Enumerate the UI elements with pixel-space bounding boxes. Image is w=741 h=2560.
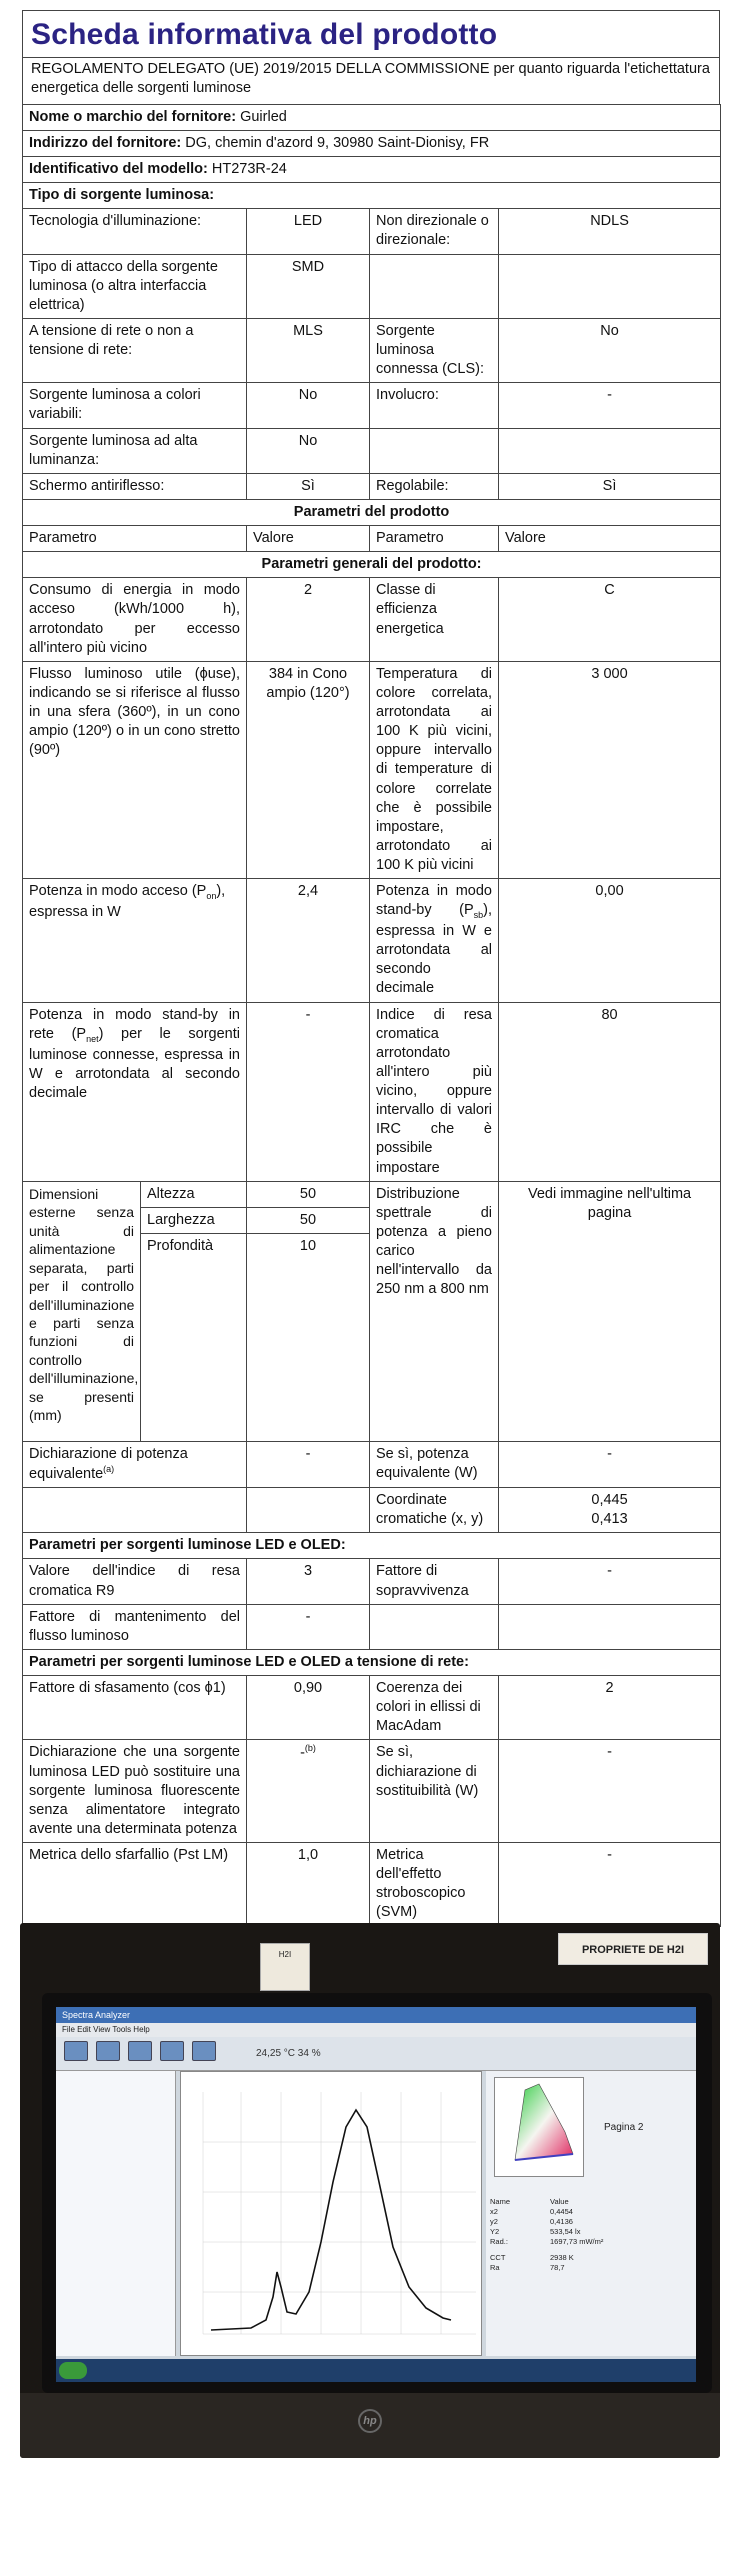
product-sheet	[22, 10, 720, 1977]
dimensions-row: Dimensioni esterne senza unità di alimentazione separata, parti per il controllo dell'illuminazione e parti senza funzioni di controllo dell'illuminazione, se presenti (mm) Altezza 50 Distribuzione spettrale di potenza a pieno carico nell'intervallo da 250 nm a 800 nm Vedi immagine nell'ultima pagina	[23, 1181, 721, 1207]
source-row: Tecnologia d'illuminazione: LED Non direzionale o direzionale: NDLS	[23, 209, 721, 254]
page-label: Pagina 2	[604, 2122, 644, 2133]
param-row: Fattore di sfasamento (cos ϕ1) 0,90 Coerenza dei colori in ellissi di MacAdam 2	[23, 1676, 721, 1740]
param-row: Coordinate cromatiche (x, y) 0,445 0,413	[23, 1488, 721, 1533]
supplier-row: Nome o marchio del fornitore: Guirled	[23, 104, 721, 130]
taskbar	[56, 2359, 696, 2382]
led-params-heading: Parametri per sorgenti luminose LED e OLED:	[23, 1533, 721, 1559]
cie-diagram	[494, 2077, 584, 2177]
product-table	[22, 104, 721, 1927]
open-icon[interactable]	[64, 2041, 88, 2061]
param-row: Dichiarazione di potenza equivalente$^{(a)}$ - Se sì, potenza equivalente (W) -	[23, 1441, 721, 1487]
spectrum-svg	[181, 2072, 481, 2355]
regulation-subtitle: REGOLAMENTO DELEGATO (UE) 2019/2015 DELLA COMMISSIONE per quanto riguarda l'etichettatura energetica delle sorgenti luminose	[23, 57, 719, 104]
param-row: Valore dell'indice di resa cromatica R9 3 Fattore di sopravvivenza -	[23, 1559, 721, 1604]
address-value: DG, chemin d'azord 9, 30980 Saint-Dionisy, FR	[185, 134, 490, 151]
column-header-row: Parametro Valore Parametro Valore	[23, 526, 721, 552]
general-params-heading: Parametri generali del prodotto:	[23, 552, 721, 578]
spectrum-graph	[180, 2071, 482, 2356]
temperature-readout: 24,25 °C 34 %	[256, 2048, 321, 2059]
product-params-heading: Parametri del prodotto	[23, 499, 721, 525]
source-row: Tipo di attacco della sorgente luminosa (o altra interfaccia elettrica) SMD	[23, 254, 721, 318]
export-icon[interactable]	[192, 2041, 216, 2061]
results-values: Name Value x2 0,4454 y2 0,4136 Y2 533,54 lx Rad.: 1697,73 mW/m² CCT 2938 K Ra 78,7	[490, 2197, 604, 2272]
results-tree	[56, 2071, 176, 2356]
toolbar	[56, 2037, 696, 2071]
sheet-header	[22, 10, 720, 104]
measure-icon[interactable]	[128, 2041, 152, 2061]
mains-params-heading: Parametri per sorgenti luminose LED e OLED a tensione di rete:	[23, 1649, 721, 1675]
dimensions-row: Profondità 10	[23, 1233, 721, 1441]
laptop-screen	[56, 2007, 696, 2382]
param-row: Potenza in modo acceso $(P_{on})$, espressa in W 2,4 Potenza in modo stand-by $(P_{sb})$, espressa in W e arrotondata al secondo decimale 0,00	[23, 879, 721, 1002]
source-row: Schermo antiriflesso: Sì Regolabile: Sì	[23, 473, 721, 499]
source-row: A tensione di rete o non a tensione di rete: MLS Sorgente luminosa connessa (CLS): No	[23, 318, 721, 382]
param-row: Fattore di mantenimento del flusso luminoso -	[23, 1604, 721, 1649]
param-row: Potenza in modo stand-by in rete $(P_{net})$ per le sorgenti luminose connesse, espressa in W e arrotondata al secondo decimale - Indice di resa cromatica arrotondato all'intero più vicino, oppure intervallo di valori IRC che è possibile impostare 80	[23, 1002, 721, 1181]
supplier-value: Guirled	[240, 108, 287, 125]
param-row: Consumo di energia in modo acceso (kWh/1000 h), arrotondato per eccesso all'intero più vicino 2 Classe di efficienza energetica C	[23, 578, 721, 662]
results-panel	[486, 2071, 696, 2356]
address-row: Indirizzo del fornitore: DG, chemin d'azord 9, 30980 Saint-Dionisy, FR	[23, 130, 721, 156]
settings-icon[interactable]	[160, 2041, 184, 2061]
window-title: Spectra Analyzer	[56, 2007, 696, 2023]
model-row: Identificativo del modello: HT273R-24	[23, 157, 721, 183]
source-type-heading: Tipo di sorgente luminosa:	[23, 183, 721, 209]
hp-logo-icon: hp	[358, 2409, 382, 2433]
start-button-icon[interactable]	[59, 2362, 87, 2379]
dimensions-row: Larghezza 50	[23, 1207, 721, 1233]
save-icon[interactable]	[96, 2041, 120, 2061]
source-row: Sorgente luminosa a colori variabili: No Involucro: -	[23, 383, 721, 428]
param-row: Metrica dello sfarfallio (Pst LM) 1,0 Metrica dell'effetto stroboscopico (SVM) -	[23, 1843, 721, 1927]
model-value: HT273R-24	[211, 161, 287, 178]
sheet-title: Scheda informativa del prodotto	[31, 18, 498, 51]
property-label: PROPRIETE DE H2I	[558, 1933, 708, 1965]
param-row: Flusso luminoso utile (ϕuse), indicando se si riferisce al flusso in una sfera (360º), in un cono ampio (120º) o in un cono stretto (90º) 384 in Cono ampio (120°) Temperatura di colore correlata, arrotondata ai 100 K più vicini, oppure intervallo di temperature di colore correlate che è possibile impostare, arrotondato ai 100 K più vicini 3 000	[23, 661, 721, 878]
source-row: Sorgente luminosa ad alta luminanza: No	[23, 428, 721, 473]
param-row: Dichiarazione che una sorgente luminosa LED può sostituire una sorgente luminosa fluorescente senza alimentatore integrato avente una determinata potenza -$^{(b)}$ Se sì, dichiarazione di sostituibilità (W) -	[23, 1740, 721, 1843]
menu-bar: File Edit View Tools Help	[56, 2023, 696, 2037]
handwritten-note: H2I	[260, 1943, 310, 1991]
spectrum-measurement-photo	[20, 1923, 720, 2458]
